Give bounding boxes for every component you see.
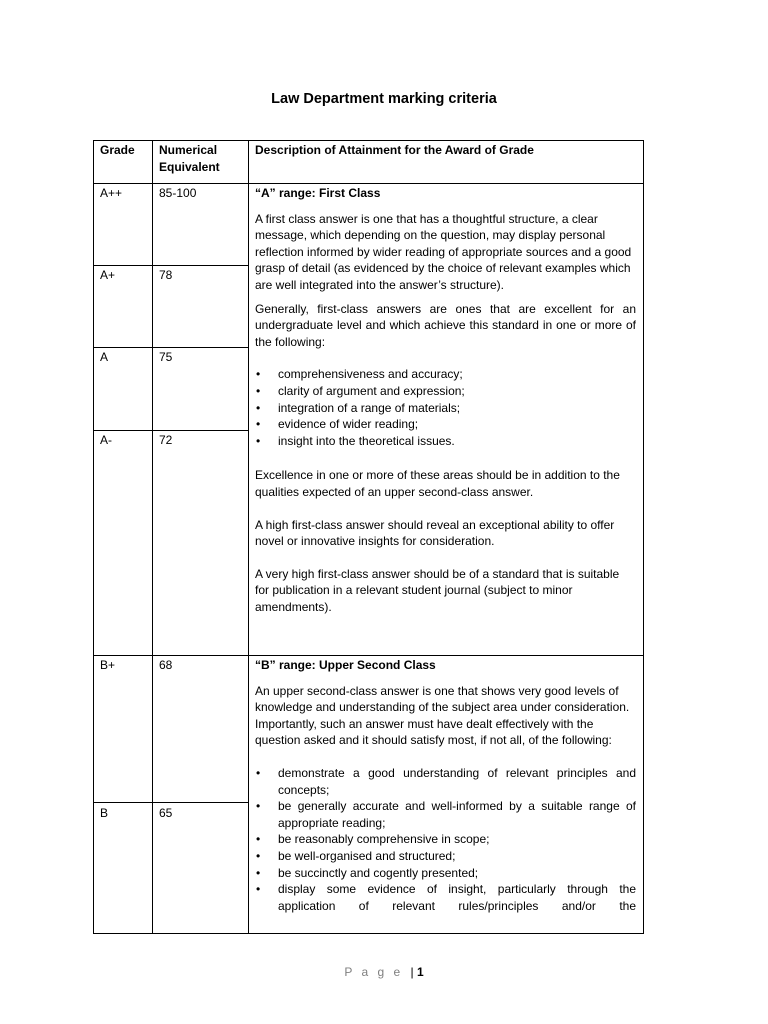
column-divider: [248, 141, 249, 933]
bullet-icon: •: [256, 433, 261, 448]
numeric-cell: 65: [159, 806, 173, 820]
upper-second-criteria-list: [255, 765, 636, 914]
header-numerical-line1: Numerical: [159, 143, 218, 157]
first-class-heading: “A” range: First Class: [255, 186, 381, 200]
first-class-criteria-list: [255, 366, 636, 449]
header-numerical: [159, 142, 220, 175]
bullet-icon: •: [256, 383, 261, 398]
grade-cell: A-: [100, 433, 112, 447]
list-item: • be succinctly and cogently presented;: [256, 865, 479, 880]
upper-second-heading: “B” range: Upper Second Class: [255, 658, 436, 672]
row-divider: [94, 265, 249, 266]
numeric-cell: 72: [159, 433, 173, 447]
list-item: • be well-organised and structured;: [256, 848, 456, 863]
first-class-para: Excellence in one or more of these areas should be in addition to the qualities expected of an upper second-class answer.: [255, 468, 620, 499]
bullet-icon: •: [256, 848, 261, 863]
bullet-icon: •: [256, 865, 261, 880]
marking-criteria-table: [93, 140, 644, 934]
list-item: • demonstrate a good understanding of relevant principles and concepts;: [256, 765, 636, 797]
page-number: 1: [416, 965, 424, 979]
header-divider: [94, 183, 643, 184]
upper-second-para: An upper second-class answer is one that shows very good levels of knowledge and understanding of the subject area under consideration. Importantly, such an answer must have dealt effectively with the question asked and it should satisfy most, if not all, of the following:: [255, 683, 630, 748]
grade-cell: A++: [100, 186, 123, 200]
list-item: • evidence of wider reading;: [256, 417, 419, 432]
bullet-icon: •: [256, 882, 261, 897]
grade-cell: B: [100, 806, 109, 820]
list-item: • be generally accurate and well-informed by a suitable range of appropriate reading;: [256, 799, 636, 830]
first-class-description: [255, 185, 636, 622]
grade-cell: A: [100, 350, 109, 364]
numeric-cell: 85-100: [159, 186, 197, 200]
bullet-icon: •: [256, 400, 261, 415]
first-class-para: A high first-class answer should reveal an exceptional ability to offer novel or innovative insights for consideration.: [255, 517, 615, 549]
list-item: • integration of a range of materials;: [256, 400, 461, 415]
header-description: Description of Attainment for the Award of Grade: [255, 143, 534, 157]
page-label: P a g e: [344, 965, 404, 979]
numeric-cell: 68: [159, 658, 173, 672]
bullet-icon: •: [256, 417, 261, 432]
first-class-para: A very high first-class answer should be of a standard that is suitable for publication in a relevant student journal (subject to minor amendments).: [255, 566, 620, 614]
page-separator: |: [410, 965, 414, 979]
row-divider: [94, 430, 249, 431]
bullet-icon: •: [256, 367, 261, 382]
bullet-icon: •: [256, 832, 261, 847]
list-item: • insight into the theoretical issues.: [256, 433, 455, 448]
column-divider: [152, 141, 153, 933]
list-item: • comprehensiveness and accuracy;: [256, 367, 463, 382]
section-divider: [94, 655, 643, 656]
numeric-cell: 75: [159, 350, 173, 364]
row-divider: [94, 802, 249, 803]
grade-cell: B+: [100, 658, 116, 672]
grade-cell: A+: [100, 268, 116, 282]
bullet-icon: •: [256, 799, 261, 814]
bullet-icon: •: [256, 765, 261, 780]
header-grade: Grade: [100, 143, 135, 157]
upper-second-description: [255, 657, 636, 923]
list-item: • be reasonably comprehensive in scope;: [256, 832, 490, 847]
header-numerical-line2: Equivalent: [159, 159, 220, 174]
numeric-cell: 78: [159, 268, 173, 282]
first-class-para: Generally, first-class answers are ones that are excellent for an undergraduate level and which achieve this standard in one or more of the following:: [255, 301, 636, 349]
page-title: Law Department marking criteria: [271, 91, 497, 107]
row-divider: [94, 347, 249, 348]
page-footer: [0, 965, 768, 979]
list-item: • clarity of argument and expression;: [256, 383, 465, 398]
list-item: • display some evidence of insight, particularly through the application of relevant rules/principles and/or the: [256, 882, 636, 913]
first-class-para: A first class answer is one that has a thoughtful structure, a clear message, which depending on the question, may display personal reflection informed by wider reading of appropriate sources and a good grasp of detail (as evidenced by the choice of relevant examples which are well integrated into the answer’s structure).: [255, 211, 632, 292]
